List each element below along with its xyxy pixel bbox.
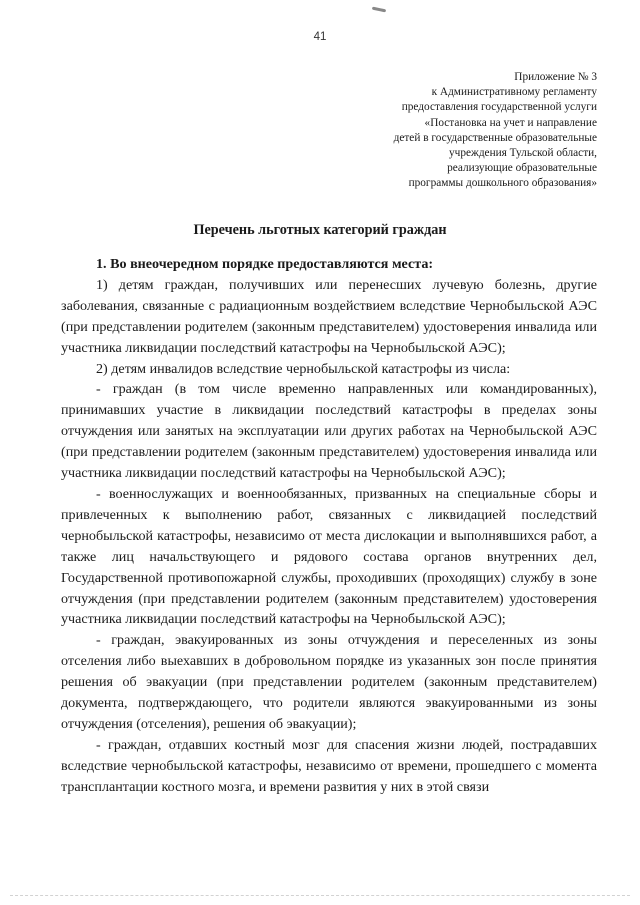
appendix-line: Приложение № 3 xyxy=(514,71,597,83)
appendix-line: реализующие образовательные xyxy=(447,162,597,175)
appendix-line: детей в государственные образовательные xyxy=(393,131,597,144)
appendix-line: предоставления государственной услуги xyxy=(401,101,597,114)
paragraph: 2) детям инвалидов вследствие чернобыльской катастрофы из числа: xyxy=(96,360,511,377)
document-title: Перечень льготных категорий граждан xyxy=(193,222,447,238)
page-number: 41 xyxy=(313,31,327,43)
paragraph: - граждан (в том числе временно направленных или командированных), принимавших участие в ликвидации последствий катастрофы в пределах зоны отчуждения или занятых на эксплуатации или других работах на Чернобыльской АЭС (при представлении родителем (законным представителем) удостоверения инвалида или участника ликвидации последствий катастрофы на Чернобыльской АЭС); xyxy=(61,381,597,482)
paragraph: - военнослужащих и военнообязанных, призванных на специальные сборы и привлеченных к выполнению работ, связанных с ликвидацией последствий чернобыльской катастрофы, независимо от места дислокации и выполнявшихся работ, а также лиц начальствующего и рядового состава органов внутренних дел, Государственной противопожарной службы, проходивших (проходящих) службу в зоне отчуждения (при представлении родителем (законным представителем) удостоверения участника ликвидации последствий катастрофы на Чернобыльской АЭС); xyxy=(61,485,597,628)
paragraph: - граждан, отдавших костный мозг для спасения жизни людей, пострадавших вследствие чернобыльской катастрофы, независимо от времени, прошедшего с момента трансплантации костного мозга, и времени развития у них в этой связи xyxy=(61,736,597,795)
document-body xyxy=(61,254,597,798)
appendix-line: учреждения Тульской области, xyxy=(449,147,597,160)
appendix-header xyxy=(277,70,597,192)
appendix-line: программы дошкольного образования» xyxy=(408,177,597,190)
section-heading: 1. Во внеочередном порядке предоставляются места: xyxy=(96,256,434,272)
paragraph: 1) детям граждан, получивших или перенесших лучевую болезнь, другие заболевания, связанные с радиационным воздействием вследствие Чернобыльской АЭС (при представлении родителем (законным представителем) удостоверения инвалида или участника ликвидации последствий катастрофы на Чернобыльской АЭС); xyxy=(61,276,597,356)
scan-artifact xyxy=(372,7,386,13)
scan-bottom-edge xyxy=(10,895,630,899)
appendix-line: к Административному регламенту xyxy=(431,86,597,99)
paragraph: - граждан, эвакуированных из зоны отчуждения и переселенных из зоны отселения либо выехавших в добровольном порядке из указанных зон после принятия решения об эвакуации (при представлении родителем (законным представителем) документа, подтверждающего, что родители являются эвакуированными из зоны отчуждения (отселения), решения об эвакуации); xyxy=(61,632,597,732)
appendix-line: «Постановка на учет и направление xyxy=(424,116,597,129)
